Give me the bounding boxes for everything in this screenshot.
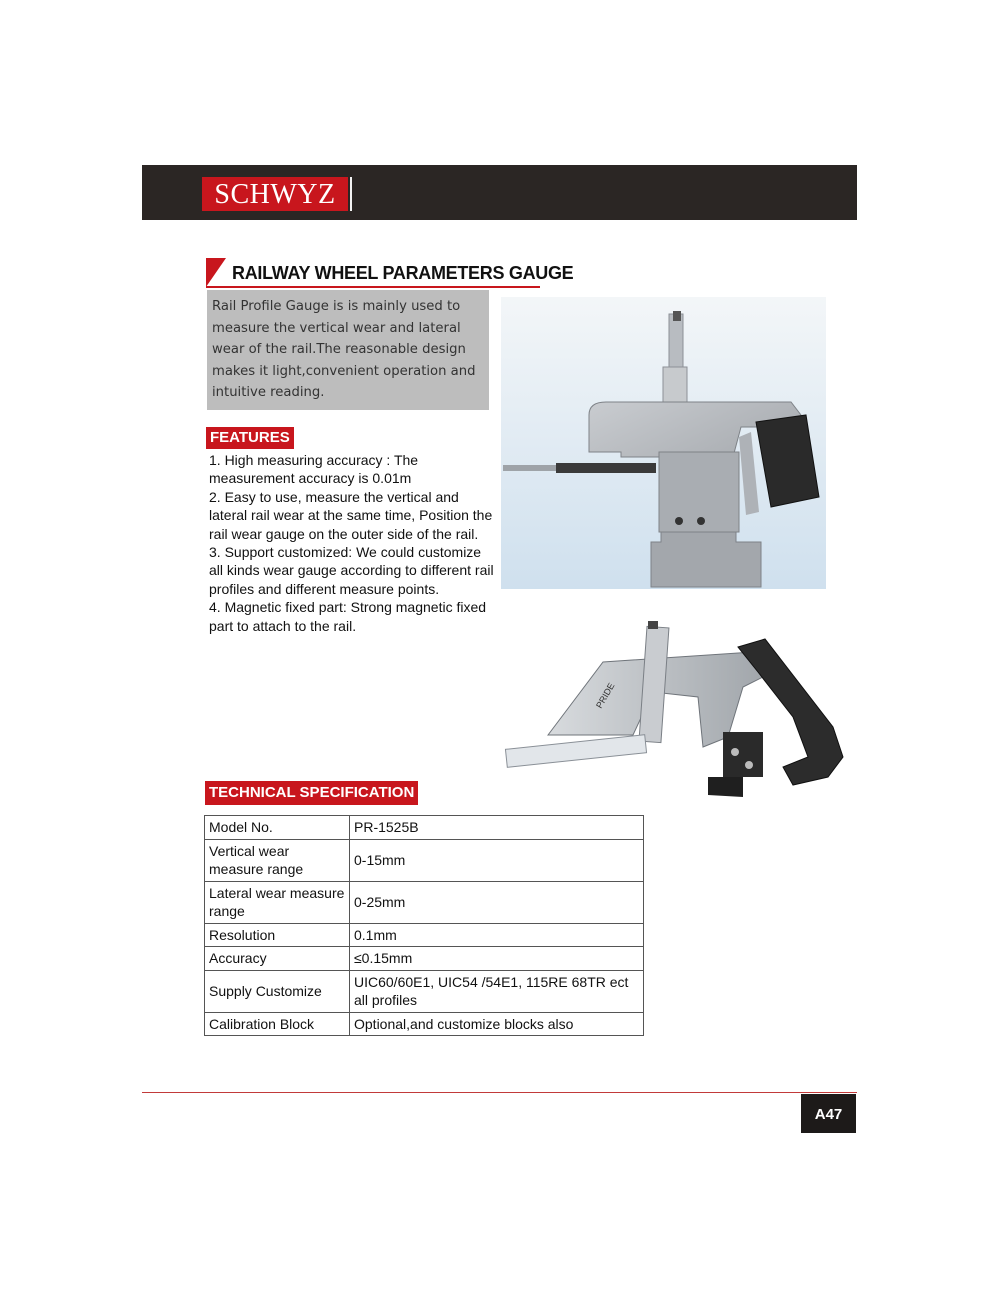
spec-label: Resolution [205, 923, 350, 947]
page-number: A47 [801, 1094, 856, 1133]
spec-label: Model No. [205, 816, 350, 840]
spec-heading: TECHNICAL SPECIFICATION [205, 781, 418, 805]
spec-value: Optional,and customize blocks also [350, 1012, 644, 1036]
feature-item: 3. Support customized: We could customize all kinds wear gauge according to different rail profiles and different measure points. [209, 544, 494, 597]
table-row [205, 923, 644, 947]
features-list [209, 451, 494, 635]
feature-item: 2. Easy to use, measure the vertical and lateral rail wear at the same time, Position the rail wear gauge on the outer side of the rail. [209, 488, 493, 542]
spec-value: 0.1mm [350, 923, 644, 947]
table-row [205, 839, 644, 881]
spec-value: UIC60/60E1, UIC54 /54E1, 115RE 68TR ect all profiles [350, 970, 644, 1012]
spec-label: Supply Customize [205, 970, 350, 1012]
spec-table [204, 815, 644, 1036]
logo-divider [350, 177, 352, 211]
footer-divider [142, 1092, 857, 1093]
product-photo-front [501, 297, 826, 589]
header-bar [142, 165, 857, 220]
spec-value: ≤0.15mm [350, 947, 644, 971]
brand-logo: SCHWYZ [202, 177, 348, 211]
spec-value: PR-1525B [350, 816, 644, 840]
feature-item: 1. High measuring accuracy : The measurement accuracy is 0.01m [209, 452, 419, 487]
section-title [206, 258, 574, 288]
page-title: RAILWAY WHEEL PARAMETERS GAUGE [232, 263, 574, 283]
spec-label: Lateral wear measure range [205, 881, 350, 923]
spec-value: 0-25mm [350, 881, 644, 923]
title-underline [206, 286, 540, 288]
table-row [205, 816, 644, 840]
brand-mark: PRIDE [594, 681, 617, 710]
intro-text: Rail Profile Gauge is is mainly used to measure the vertical wear and lateral wear of the rail.The reasonable design makes it light,convenient operation and intuitive reading. [207, 290, 489, 410]
spec-label: Accuracy [205, 947, 350, 971]
feature-item: 4. Magnetic fixed part: Strong magnetic fixed part to attach to the rail. [209, 599, 487, 634]
product-photo-angled [503, 617, 846, 799]
table-row [205, 1012, 644, 1036]
table-row [205, 881, 644, 923]
table-row [205, 947, 644, 971]
table-row [205, 970, 644, 1012]
title-marker-icon [206, 258, 226, 287]
spec-value: 0-15mm [350, 839, 644, 881]
features-heading: FEATURES [206, 427, 294, 449]
spec-label: Vertical wear measure range [205, 839, 350, 881]
spec-label: Calibration Block [205, 1012, 350, 1036]
